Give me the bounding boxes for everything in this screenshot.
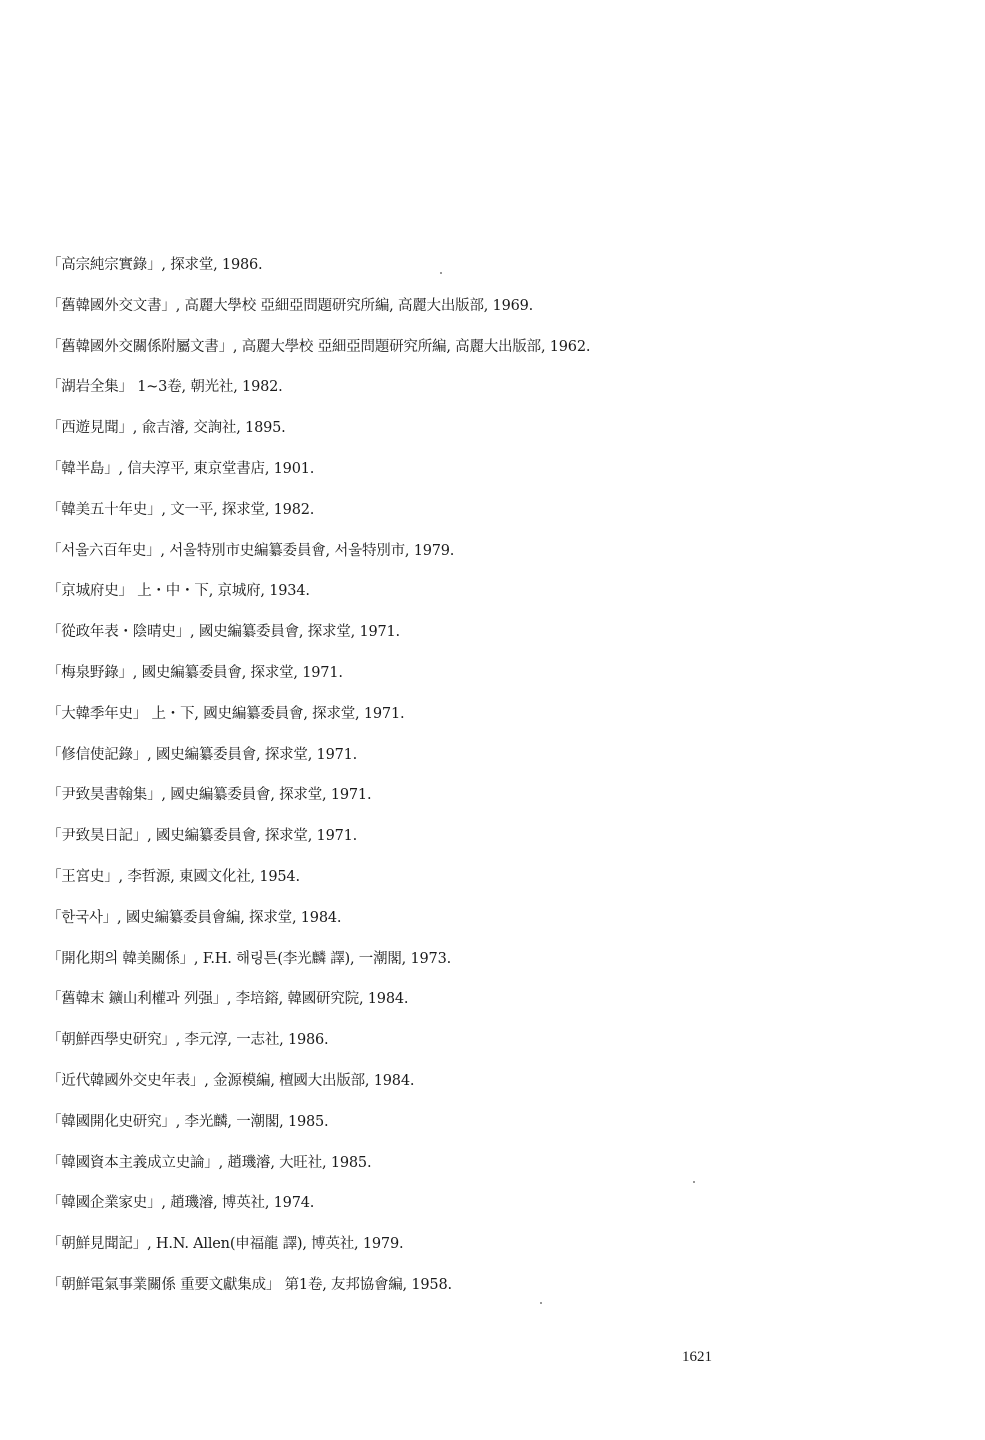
bibliography-entry: 「大韓季年史」 上・下, 國史編纂委員會, 探求堂, 1971. (47, 705, 405, 722)
bibliography-entry: 「舊韓國外交文書」, 高麗大學校 亞細亞問題研究所編, 高麗大出版部, 1969. (47, 297, 534, 314)
page-number: 1621 (682, 1349, 712, 1365)
bibliography-entry: 「高宗純宗實錄」, 探求堂, 1986. (47, 257, 263, 273)
bibliography-entry: 「近代韓國外交史年表」, 金源模編, 檀國大出版部, 1984. (47, 1072, 415, 1089)
bibliography-entry: 「韓國開化史研究」, 李光麟, 一潮閣, 1985. (47, 1113, 329, 1130)
bibliography-entry: 「尹致昊日記」, 國史編纂委員會, 探求堂, 1971. (47, 828, 358, 845)
bibliography-entry: 「從政年表・陰晴史」, 國史編纂委員會, 探求堂, 1971. (47, 624, 400, 641)
bibliography-entry: 「京城府史」 上・中・下, 京城府, 1934. (47, 583, 310, 600)
bibliography-entry: 「朝鮮電氣事業關係 重要文獻集成」 第1卷, 友邦協會編, 1958. (47, 1276, 452, 1293)
bibliography-list (47, 254, 947, 1315)
bibliography-entry: 「韓國資本主義成立史論」, 趙璣濬, 大旺社, 1985. (47, 1154, 372, 1171)
bibliography-entry: 「서울六百年史」, 서울特別市史編纂委員會, 서울特別市, 1979. (47, 542, 455, 559)
bibliography-entry: 「西遊見聞」, 兪吉濬, 交詢社, 1895. (47, 420, 286, 437)
bibliography-entry: 「韓美五十年史」, 文一平, 探求堂, 1982. (47, 501, 315, 518)
bibliography-entry: 「尹致昊書翰集」, 國史編纂委員會, 探求堂, 1971. (47, 787, 372, 804)
bibliography-entry: 「修信使記錄」, 國史編纂委員會, 探求堂, 1971. (47, 746, 358, 763)
bibliography-entry: 「朝鮮見聞記」, H.N. Allen(申福龍 譯), 博英社, 1979. (47, 1236, 404, 1253)
scan-speck (440, 272, 442, 274)
bibliography-entry: 「韓國企業家史」, 趙璣濬, 博英社, 1974. (47, 1195, 315, 1212)
bibliography-entry: 「湖岩全集」 1~3卷, 朝光社, 1982. (47, 379, 283, 396)
scan-speck (540, 1302, 542, 1304)
bibliography-entry: 「舊韓國外交關係附屬文書」, 高麗大學校 亞細亞問題研究所編, 高麗大出版部, 1962. (47, 338, 591, 355)
scan-speck (693, 1181, 695, 1183)
bibliography-entry: 「朝鮮西學史研究」, 李元淳, 一志社, 1986. (47, 1032, 329, 1049)
bibliography-entry: 「한국사」, 國史編纂委員會編, 探求堂, 1984. (47, 909, 342, 926)
bibliography-entry: 「梅泉野錄」, 國史編纂委員會, 探求堂, 1971. (47, 664, 343, 681)
bibliography-entry: 「開化期의 韓美關係」, F.H. 해링튼(李光麟 譯), 一潮閣, 1973. (47, 950, 451, 967)
bibliography-entry: 「韓半島」, 信夫淳平, 東京堂書店, 1901. (47, 460, 315, 477)
bibliography-entry: 「王宮史」, 李哲源, 東國文化社, 1954. (47, 868, 300, 885)
bibliography-entry: 「舊韓末 鑛山利權과 列强」, 李培鎔, 韓國研究院, 1984. (47, 991, 409, 1008)
